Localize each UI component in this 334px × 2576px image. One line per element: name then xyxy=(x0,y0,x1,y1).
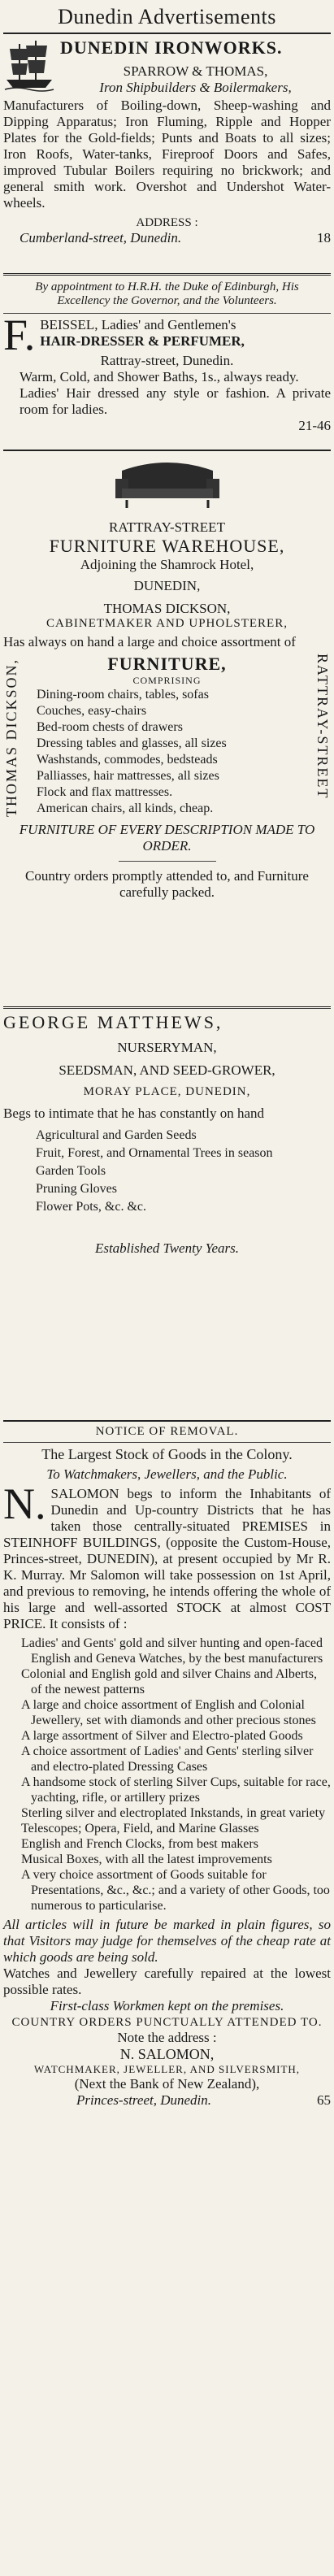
stock-item: English and French Clocks, from best makers xyxy=(21,1837,258,1851)
divider xyxy=(3,1420,331,1422)
stock-item: Sterling silver and electroplated Inkstands, in great variety xyxy=(21,1806,326,1820)
stock-item: Ladies' and Gents' gold and silver hunting and open-faced English and Geneva Watches, by the best manufacturers xyxy=(21,1636,323,1666)
divider xyxy=(3,1006,331,1009)
side-label-left: THOMAS DICKSON, xyxy=(3,658,20,817)
stock-item: A handsome stock of sterling Silver Cups, suitable for race, yachting, rifle, or artillery prizes xyxy=(21,1775,331,1805)
stock-item: A large assortment of Silver and Electro-plated Goods xyxy=(21,1729,303,1743)
stock-item: A choice assortment of Ladies' and Gents' sterling silver and electro-plated Dressing Cases xyxy=(21,1744,314,1774)
firm-name: SPARROW & THOMAS, xyxy=(123,63,268,79)
salomon-ad xyxy=(3,1425,331,2109)
adjoining-line: Adjoining the Shamrock Hotel, xyxy=(80,557,254,572)
ironworks-title: DUNEDIN IRONWORKS. xyxy=(60,37,283,58)
furniture-item: Couches, easy-chairs xyxy=(37,704,147,718)
ship-illustration xyxy=(3,37,55,94)
drop-cap: F. xyxy=(3,311,36,359)
ad-reference: 65 xyxy=(317,2092,331,2108)
ironworks-ad xyxy=(3,37,331,270)
matthews-trade-1: NURSERYMAN, xyxy=(117,1040,217,1055)
stock-list xyxy=(3,1636,331,1914)
salomon-to-line: To Watchmakers, Jewellers, and the Public. xyxy=(46,1466,288,1482)
signature-address: (Next the Bank of New Zealand), xyxy=(74,2076,260,2092)
ad-reference: 21-46 xyxy=(298,418,331,433)
matthews-name: GEORGE MATTHEWS, xyxy=(3,1012,223,1032)
country-orders-line: COUNTRY ORDERS PUNCTUALLY ATTENDED TO. xyxy=(11,2016,323,2029)
owner-name: THOMAS DICKSON, xyxy=(103,601,231,616)
street-heading: RATTRAY-STREET xyxy=(109,519,225,535)
beissel-name: BEISSEL, Ladies' and Gentlemen's xyxy=(40,317,236,332)
nursery-item: Fruit, Forest, and Ornamental Trees in season xyxy=(36,1146,273,1160)
ironworks-body: Manufacturers of Boiling-down, Sheep-washing and Dipping Apparatus; Iron Fluming, Ripple and Hopper Plates for the Gold-fields; Punts and Boats to all sizes; Iron Roofs, Water-tanks, Fireproof Doors and Safes, improved Tubular Boilers requiring no brickwork; and general smith work. Overshot and Undershot Water-wheels. xyxy=(3,98,331,211)
matthews-address: MORAY PLACE, DUNEDIN, xyxy=(83,1085,251,1098)
comprising-label: COMPRISING xyxy=(132,675,202,686)
stock-item: Colonial and English gold and silver Chains and Alberts, of the newest patterns xyxy=(21,1667,317,1696)
established-line: Established Twenty Years. xyxy=(94,1240,240,1256)
beissel-ad xyxy=(3,279,331,446)
divider xyxy=(3,313,331,314)
divider xyxy=(3,1442,331,1443)
divider xyxy=(3,273,331,276)
salomon-intro: SALOMON begs to inform the Inhabitants of Dunedin and Up-country Districts that he has taken those centrally-situated PREMISES in STEINHOFF BUILDINGS, (opposite the Custom-House, Princes-street, DUNEDIN), at present occupied by Mr R. K. Murray. Mr Salomon will take possession on 1st April, and previous to removing, he intends offering the whole of his large and well-assorted STOCK at almost COST PRICE. It consists of : xyxy=(3,1486,331,1631)
matthews-ad xyxy=(3,1012,331,1417)
beissel-street: Rattray-street, Dunedin. xyxy=(100,353,234,368)
furniture-list xyxy=(37,687,314,817)
ladies-line: Ladies' Hair dressed any style or fashion. A private room for ladies. xyxy=(20,385,331,417)
signature-street: Princes-street, Dunedin. xyxy=(76,2092,212,2108)
furniture-heading: FURNITURE, xyxy=(107,654,227,674)
furniture-item: Bed-room chests of drawers xyxy=(37,720,183,734)
address-label: ADDRESS : xyxy=(136,216,198,229)
baths-line: Warm, Cold, and Shower Baths, 1s., always ready. xyxy=(20,369,299,384)
workmen-line: First-class Workmen kept on the premises. xyxy=(50,1998,284,2013)
owner-trade: CABINETMAKER AND UPHOLSTERER, xyxy=(46,617,288,630)
sofa-illustration xyxy=(111,454,224,511)
furniture-ad xyxy=(3,454,331,1003)
assortment-intro: Has always on hand a large and choice assortment of xyxy=(3,634,296,649)
stock-item: Musical Boxes, with all the latest improvements xyxy=(21,1853,272,1866)
nursery-item: Pruning Gloves xyxy=(36,1182,117,1196)
nursery-item: Agricultural and Garden Seeds xyxy=(36,1128,197,1142)
furniture-item: Dressing tables and glasses, all sizes xyxy=(37,736,227,750)
appointment-line: By appointment to H.R.H. the Duke of Edinburgh, His Excellency the Governor, and the Volunteers. xyxy=(35,280,299,307)
signature-trade: WATCHMAKER, JEWELLER, AND SILVERSMITH, xyxy=(33,2063,301,2075)
firm-trade: Iron Shipbuilders & Boilermakers, xyxy=(99,80,292,95)
stock-item: A very choice assortment of Goods suitable for Presentations, &c., &c.; and a variety of other Goods, too numerous to particularise. xyxy=(21,1868,330,1913)
ironworks-address: Cumberland-street, Dunedin. xyxy=(20,230,182,245)
order-line: FURNITURE OF EVERY DESCRIPTION MADE TO ORDER. xyxy=(19,822,315,854)
furniture-item: Dining-room chairs, tables, sofas xyxy=(37,688,209,702)
furniture-title: FURNITURE WAREHOUSE, xyxy=(49,536,285,556)
advertisement-column xyxy=(3,0,331,2109)
removal-notice: NOTICE OF REMOVAL. xyxy=(95,1425,239,1438)
matthews-intro: Begs to intimate that he has constantly on hand xyxy=(3,1106,265,1121)
repair-line: Watches and Jewellery carefully repaired at the lowest possible rates. xyxy=(3,1966,331,1997)
divider xyxy=(119,861,216,862)
furniture-item: Palliasses, hair mattresses, all sizes xyxy=(37,769,219,783)
furniture-item: American chairs, all kinds, cheap. xyxy=(37,801,214,815)
stock-item: Telescopes; Opera, Field, and Marine Glasses xyxy=(21,1822,259,1835)
stock-item: A large and choice assortment of English and Colonial Jewellery, set with diamonds and other precious stones xyxy=(21,1698,316,1727)
drop-cap: N. xyxy=(3,1479,46,1528)
ad-reference: 18 xyxy=(317,230,331,245)
divider xyxy=(3,450,331,451)
furniture-item: Washstands, commodes, bedsteads xyxy=(37,753,218,767)
matthews-trade-2: SEEDSMAN, AND SEED-GROWER, xyxy=(59,1062,275,1078)
note-address: Note the address : xyxy=(117,2030,217,2045)
furniture-item: Flock and flax mattresses. xyxy=(37,785,173,799)
side-label-right: RATTRAY-STREET xyxy=(314,654,331,800)
page-header: Dunedin Advertisements xyxy=(58,5,276,28)
country-orders: Country orders promptly attended to, and Furniture carefully packed. xyxy=(25,868,309,900)
salomon-headline: The Largest Stock of Goods in the Colony. xyxy=(41,1446,293,1462)
matthews-list xyxy=(36,1127,331,1216)
beissel-trade: HAIR-DRESSER & PERFUMER, xyxy=(40,333,245,349)
town-line: DUNEDIN, xyxy=(133,578,201,593)
nursery-item: Garden Tools xyxy=(36,1164,106,1178)
marked-line: All articles will in future be marked in plain figures, so that Visitors may judge for themselves of the cheap rate at which goods are being sold. xyxy=(3,1917,331,1965)
nursery-item: Flower Pots, &c. &c. xyxy=(36,1200,146,1214)
divider xyxy=(3,33,331,34)
signature-name: N. SALOMON, xyxy=(119,2046,215,2062)
